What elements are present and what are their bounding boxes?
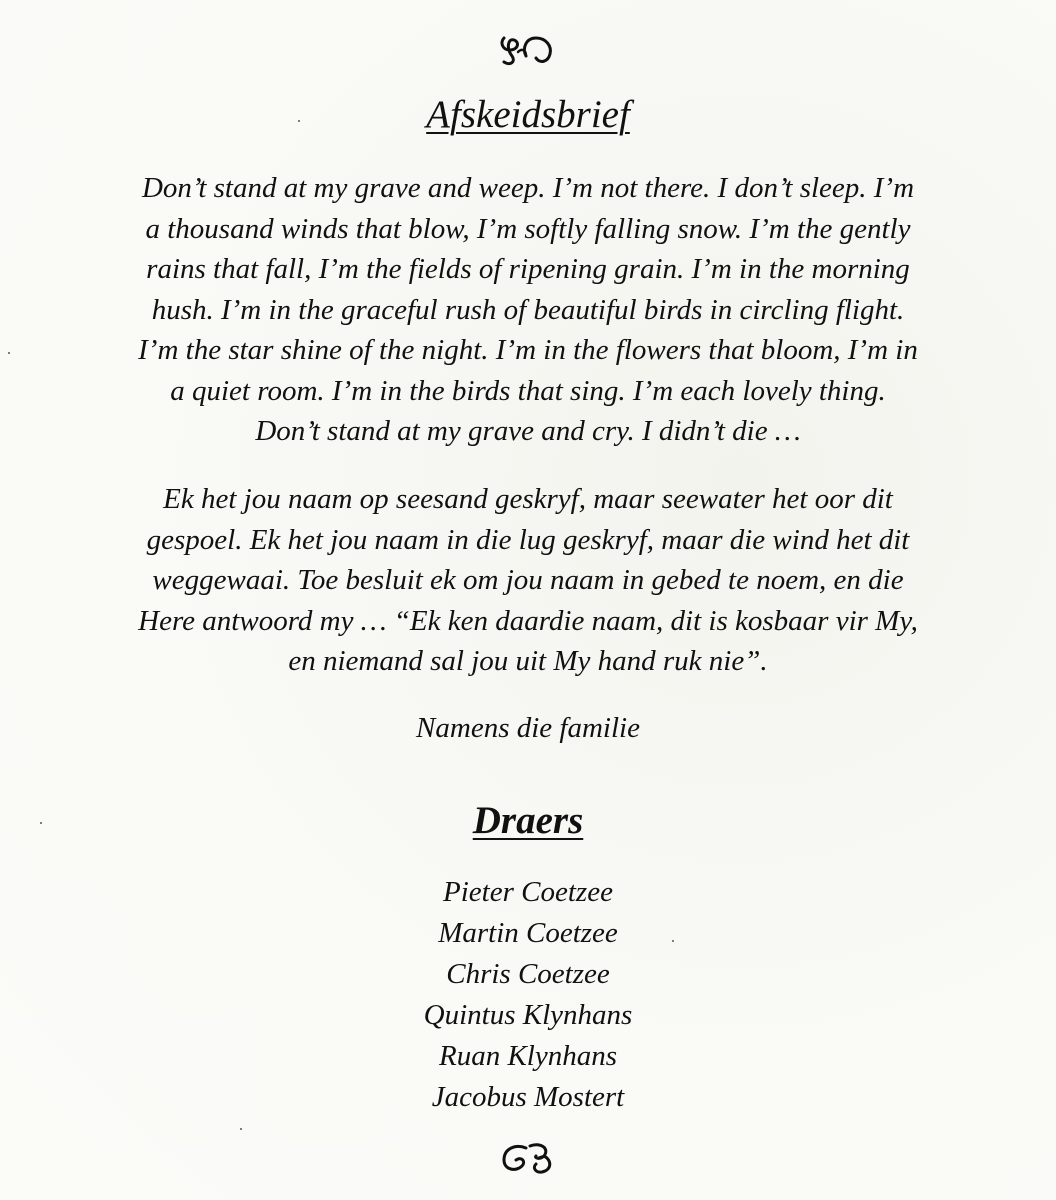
bearers-list [0, 872, 1056, 1118]
poem-line: Don’t stand at my grave and weep. I’m not there. I don’t sleep. I’m [141, 172, 915, 204]
closing-signature: Namens die familie [416, 712, 640, 744]
paper-speck [240, 1128, 242, 1130]
poem-line: Ek het jou naam op seesand geskryf, maar seewater het oor dit [163, 483, 893, 515]
scroll-ornament-open-icon [0, 30, 1056, 70]
bearer-name: Ruan Klynhans [438, 1040, 618, 1072]
poem-line: en niemand sal jou uit My hand ruk nie”. [288, 645, 768, 677]
bearer-name: Pieter Coetzee [443, 876, 613, 908]
poem-line: hush. I’m in the graceful rush of beautiful birds in circling flight. [151, 293, 905, 326]
poem-line: I’m the star shine of the night. I’m in the flowers that bloom, I’m in [138, 334, 918, 366]
bearer-name: Jacobus Mostert [431, 1081, 625, 1113]
poem-line: weggewaai. Toe besluit ek om jou naam in gebed te noem, en die [152, 564, 904, 596]
paper-speck [672, 940, 674, 942]
poem-line: Here antwoord my … “Ek ken daardie naam, dit is kosbaar vir My, [138, 604, 918, 637]
paper-speck [8, 352, 10, 354]
poem-line: a thousand winds that blow, I’m softly falling snow. I’m the gently [145, 212, 911, 245]
poem-line: gespoel. Ek het jou naam in die lug geskryf, maar die wind het dit [146, 523, 910, 556]
poem-english [0, 168, 1056, 452]
bearer-name: Quintus Klynhans [423, 999, 633, 1031]
scroll-ornament-close-icon [0, 1138, 1056, 1178]
bearers-heading: Draers [472, 799, 584, 842]
poem-line: a quiet room. I’m in the birds that sing. I’m each lovely thing. [170, 374, 886, 407]
bearer-name: Chris Coetzee [446, 958, 610, 990]
poem-line: Don’t stand at my grave and cry. I didn’t die … [255, 415, 801, 447]
paper-speck [40, 822, 42, 824]
poem-line: rains that fall, I’m the fields of ripening grain. I’m in the morning [146, 253, 910, 285]
bearer-name: Martin Coetzee [438, 917, 618, 949]
page-title: Afskeidsbrief [426, 93, 630, 136]
paper-speck [298, 120, 300, 122]
poem-afrikaans [0, 479, 1056, 682]
